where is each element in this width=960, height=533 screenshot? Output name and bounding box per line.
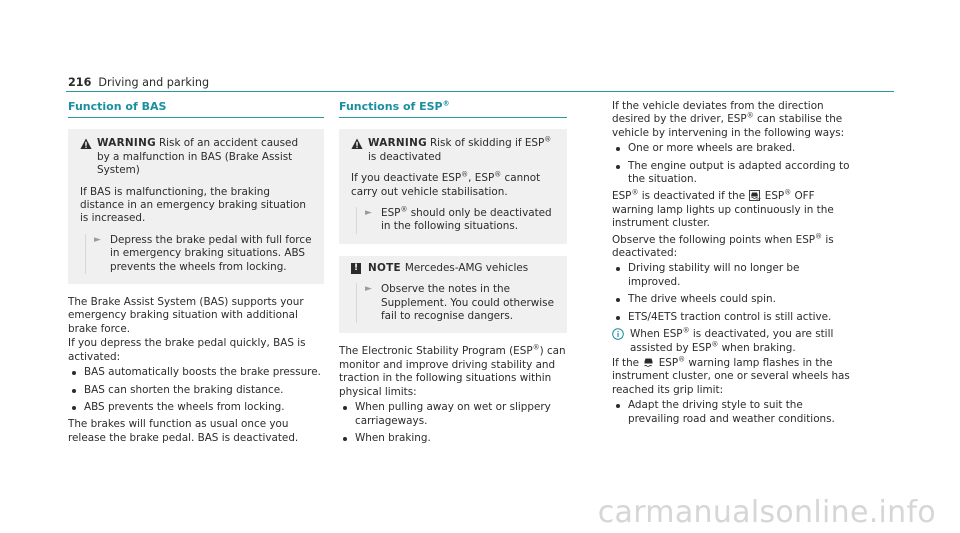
- paragraph: The Brake Assist System (BAS) supports your emergency braking situation with additional brake force.: [68, 296, 304, 335]
- bullet-list: [612, 142, 852, 186]
- list-item: The drive wheels could spin.: [612, 293, 852, 306]
- bullet-list: [612, 262, 852, 324]
- step-arrow-icon: ►: [365, 208, 372, 219]
- note-headline: Mercedes-AMG vehicles: [404, 261, 529, 274]
- paragraph: The Electronic Stability Program (ESP®) can monitor and improve driving stability and traction in the following situations within physical limits:: [339, 344, 566, 398]
- warning-triangle-icon: [351, 138, 363, 150]
- step-arrow-icon: ►: [94, 234, 101, 245]
- list-item: When pulling away on wet or slippery carriageways.: [339, 401, 567, 428]
- list-item: The engine output is adapted according to the situation.: [612, 160, 852, 187]
- warning-body: If you deactivate ESP®, ESP® cannot carry out vehicle stabilisation.: [351, 170, 541, 198]
- paragraph: If the ESP® warning lamp flashes in the instrument cluster, one or several wheels has reached its grip limit:: [612, 355, 850, 396]
- column-esp: [339, 100, 567, 449]
- bullet-list: [612, 399, 852, 426]
- warning-body: If BAS is malfunctioning, the braking distance in an emergency braking situation is increased.: [80, 185, 306, 225]
- note-exclamation-icon: !: [351, 263, 361, 274]
- list-item: Driving stability will no longer be improved.: [612, 262, 852, 289]
- bullet-list: [339, 401, 567, 445]
- section-name: Driving and parking: [98, 76, 210, 89]
- list-item: When braking.: [339, 432, 567, 445]
- paragraph: ESP® is deactivated if the OFF ESP® OFF warning lamp lights up continuously in the instrument cluster.: [612, 188, 834, 230]
- bullet-icon: [616, 165, 620, 169]
- bullet-icon: [343, 406, 347, 410]
- note-box-amg: [339, 256, 567, 334]
- warning-label: WARNING: [97, 137, 156, 150]
- warning-label: WARNING: [368, 137, 427, 150]
- esp-off-lamp-icon: [749, 190, 760, 201]
- svg-text:OFF: OFF: [756, 198, 762, 202]
- column-bas: [68, 100, 324, 446]
- bullet-icon: [343, 437, 347, 441]
- list-item: One or more wheels are braked.: [612, 142, 852, 155]
- page-number: 216: [68, 76, 92, 89]
- bullet-icon: [72, 389, 76, 393]
- list-item: ETS/4ETS traction control is still active.: [612, 311, 852, 324]
- bullet-icon: [616, 298, 620, 302]
- bullet-icon: [616, 147, 620, 151]
- paragraph: If the vehicle deviates from the direction desired by the driver, ESP® can stabilise the vehicle by intervening in the following ways:: [612, 100, 845, 139]
- warning-box-bas: [68, 129, 324, 284]
- paragraph: If you depress the brake pedal quickly, BAS is activated:: [68, 337, 306, 363]
- info-tip: When ESP® is deactivated, you are still assisted by ESP® when braking.: [612, 328, 852, 355]
- section-title-esp: Functions of ESP®: [339, 100, 567, 118]
- list-item: ABS prevents the wheels from locking.: [68, 401, 324, 414]
- warning-headline: Risk of an accident caused by a malfunction in BAS (Brake Assist System): [97, 137, 299, 177]
- section-title-bas: Function of BAS: [68, 100, 324, 118]
- note-label: NOTE: [368, 261, 401, 274]
- warning-step-text: Depress the brake pedal with full force in emergency braking situations. ABS prevents the wheels from locking.: [110, 233, 312, 273]
- bullet-icon: [616, 267, 620, 271]
- bullet-icon: [616, 404, 620, 408]
- bullet-icon: [616, 316, 620, 320]
- info-icon: [612, 328, 624, 340]
- column-esp-continued: [612, 100, 852, 430]
- warning-triangle-icon: [80, 138, 92, 150]
- page-header: [68, 76, 209, 89]
- esp-lamp-icon: [643, 357, 654, 368]
- warning-step: [85, 234, 314, 274]
- warning-step: ► ESP® should only be deactivated in the following situations.: [356, 207, 557, 234]
- warning-box-esp: WARNING Risk of skidding if ESP® is deactivated If you deactivate ESP®, ESP® cannot carry out vehicle stabilisation. ► ESP® should only be deactivated in the following situations.: [339, 129, 567, 243]
- list-item: Adapt the driving style to suit the prevailing road and weather conditions.: [612, 399, 852, 426]
- paragraph: The brakes will function as usual once you release the brake pedal. BAS is deactivated.: [68, 418, 299, 444]
- watermark: carmanualsonline.info: [597, 494, 936, 530]
- header-divider: [66, 91, 894, 92]
- note-step: ► Observe the notes in the Supplement. You could otherwise fail to recognise dangers.: [356, 283, 557, 323]
- bullet-list: [68, 366, 324, 414]
- list-item: BAS automatically boosts the brake pressure.: [68, 366, 324, 379]
- list-item: BAS can shorten the braking distance.: [68, 384, 324, 397]
- bullet-icon: [72, 406, 76, 410]
- paragraph: Observe the following points when ESP® is deactivated:: [612, 232, 834, 260]
- step-arrow-icon: ►: [365, 284, 372, 295]
- bullet-icon: [72, 371, 76, 375]
